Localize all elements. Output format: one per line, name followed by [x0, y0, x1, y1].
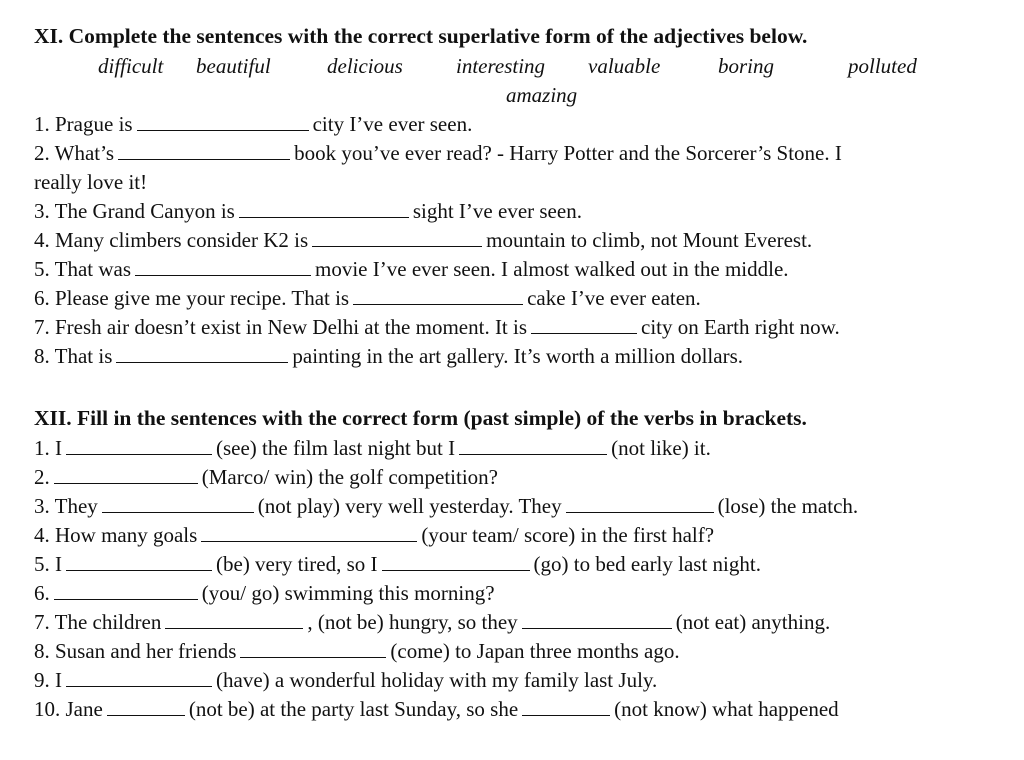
section-12-title: XII. Fill in the sentences with the correct form (past simple) of the verbs in brackets. — [34, 406, 807, 430]
answer-blank[interactable] — [54, 581, 198, 600]
answer-blank[interactable] — [135, 257, 311, 276]
adjective-word: valuable — [588, 54, 661, 78]
answer-blank[interactable] — [353, 286, 523, 305]
answer-blank[interactable] — [382, 552, 530, 571]
answer-blank[interactable] — [137, 112, 309, 131]
sentence-row: 2. (Marco/ win) the golf competition? — [34, 465, 498, 489]
sentence-row: 4. How many goals (your team/ score) in the first half? — [34, 523, 715, 547]
section-11-title: XI. Complete the sentences with the correct superlative form of the adjectives below. — [34, 24, 808, 48]
sentence-row: 7. The children , (not be) hungry, so they (not eat) anything. — [34, 610, 831, 634]
sentence-row: 4. Many climbers consider K2 is mountain to climb, not Mount Everest. — [34, 228, 813, 252]
answer-blank[interactable] — [201, 523, 417, 542]
answer-blank[interactable] — [459, 436, 607, 455]
sentence-row: 5. That was movie I’ve ever seen. I almost walked out in the middle. — [34, 257, 789, 281]
sentence-row: 8. Susan and her friends (come) to Japan three months ago. — [34, 639, 680, 663]
answer-blank[interactable] — [240, 639, 386, 658]
answer-blank[interactable] — [107, 697, 185, 716]
sentence-row: 6. Please give me your recipe. That is cake I’ve ever eaten. — [34, 286, 701, 310]
sentence-row: 5. I (be) very tired, so I (go) to bed early last night. — [34, 552, 761, 576]
sentence-row: 7. Fresh air doesn’t exist in New Delhi at the moment. It is city on Earth right now. — [34, 315, 840, 339]
adjective-word: boring — [718, 54, 775, 78]
adjective-word: difficult — [98, 54, 164, 78]
adjective-word: delicious — [327, 54, 403, 78]
sentence-row: 9. I (have) a wonderful holiday with my family last July. — [34, 668, 658, 692]
answer-blank[interactable] — [522, 697, 610, 716]
answer-blank[interactable] — [118, 141, 290, 160]
sentence-row: 8. That is painting in the art gallery. It’s worth a million dollars. — [34, 344, 744, 368]
answer-blank[interactable] — [566, 494, 714, 513]
sentence-row: 1. Prague is city I’ve ever seen. — [34, 112, 473, 136]
answer-blank[interactable] — [239, 199, 409, 218]
sentence-row: 3. They (not play) very well yesterday. They (lose) the match. — [34, 494, 859, 518]
sentence-row: 3. The Grand Canyon is sight I’ve ever seen. — [34, 199, 582, 223]
sentence-row: 2. What’s book you’ve ever read? - Harry Potter and the Sorcerer’s Stone. I — [34, 141, 842, 165]
answer-blank[interactable] — [102, 494, 254, 513]
answer-blank[interactable] — [531, 315, 637, 334]
adjective-word: beautiful — [196, 54, 271, 78]
sentence-row: really love it! — [34, 170, 148, 194]
adjective-word: amazing — [506, 83, 578, 107]
answer-blank[interactable] — [66, 436, 212, 455]
answer-blank[interactable] — [312, 228, 482, 247]
answer-blank[interactable] — [54, 465, 198, 484]
answer-blank[interactable] — [116, 344, 288, 363]
answer-blank[interactable] — [66, 668, 212, 687]
answer-blank[interactable] — [165, 610, 303, 629]
sentence-row: 6. (you/ go) swimming this morning? — [34, 581, 495, 605]
answer-blank[interactable] — [66, 552, 212, 571]
adjective-word: polluted — [848, 54, 917, 78]
sentence-row: 10. Jane (not be) at the party last Sunday, so she (not know) what happened — [34, 697, 839, 721]
adjective-word: interesting — [456, 54, 546, 78]
answer-blank[interactable] — [522, 610, 672, 629]
sentence-row: 1. I (see) the film last night but I (not like) it. — [34, 436, 711, 460]
